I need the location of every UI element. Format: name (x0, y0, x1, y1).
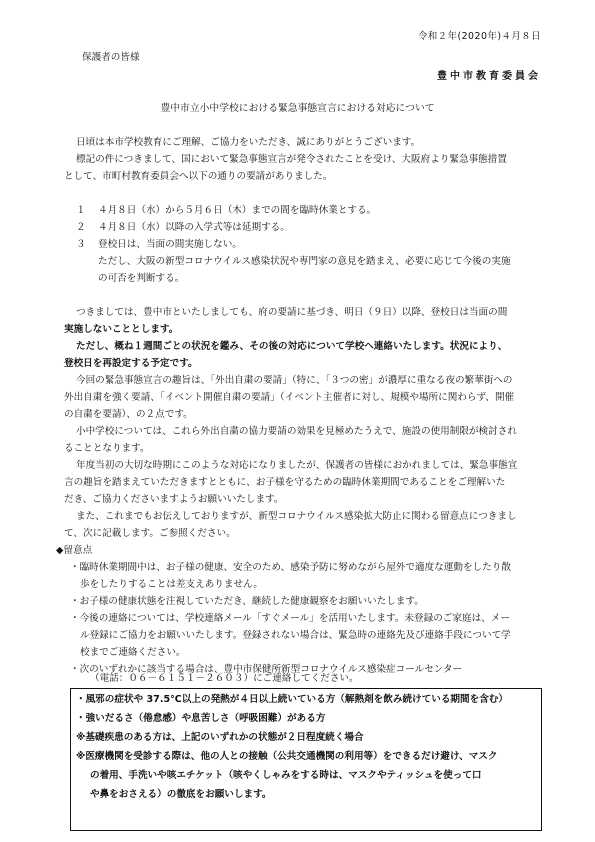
request-text: 登校日は、当面の間実施しない。 (98, 239, 242, 250)
note-line: 歩をしたりすることは差支えありません。 (80, 579, 263, 590)
document-date: 令和２年(2020年)４月８日 (417, 31, 541, 42)
body-line: の自粛を要請）、の２点です。 (64, 409, 193, 420)
decision-line: ただし、概ね１週間ごとの状況を鑑み、その後の対応について学校へ連絡いたします。状況により、 (76, 341, 508, 352)
box-line: ※医療機関を受診する際は、他の人との接触（公共交通機関の利用等）をできるだけ避け、マスク (76, 751, 498, 762)
box-line: ・風邪の症状や 37.5℃以上の発熱が４日以上続いている方（解熱剤を飲み続けている期間を含む） (76, 694, 508, 705)
request-text: ４月８日（水）から５月６日（木）までの間を臨時休業とする。 (98, 205, 377, 216)
recipient: 保護者の皆様 (82, 52, 140, 63)
intro-line: 標記の件につきまして、国において緊急事態宣言が発令されたことを受け、大阪府より緊急事態措置 (76, 154, 507, 165)
box-line: ※基礎疾患のある方は、上記のいずれかの状態が２日程度続く場合 (76, 732, 364, 743)
request-number: ２ (76, 222, 86, 233)
note-line: （電話：０６－６１５１－２６０３）にご連絡してください。 (90, 673, 359, 684)
request-number: １ (76, 205, 86, 216)
request-note-line: の可否を判断する。 (98, 273, 185, 284)
body-line: 言の趣旨を踏まえていただきますとともに、お子様を守るための臨時休業期間であることをご理解いた (64, 477, 506, 488)
decision-line: 実施しないこととします。 (64, 324, 179, 335)
note-line: ・次のいずれかに該当する場合は、豊中市保健所新型コロナウイルス感染症コールセンター (70, 664, 463, 675)
box-line: や鼻をおさえる）の徹底をお願いします。 (90, 789, 272, 800)
body-line: ることとなります。 (64, 443, 150, 454)
note-line: ・今後の連絡については、学校連絡メール「すぐメール」を活用いたします。未登録のご家庭は、メー (70, 613, 510, 624)
body-line: 外出自粛を強く要請、「イベント開催自粛の要請」（イベント主催者に対し、規模や場所に関わらず、開催 (64, 392, 515, 403)
document-title: 豊中市立小中学校における緊急事態宣言における対応について (160, 103, 435, 114)
body-line: また、これまでもお伝えしておりますが、新型コロナウイルス感染拡大防止に関わる留意点につきまし (76, 511, 517, 522)
sender: 豊中市教育委員会 (437, 71, 541, 82)
note-line: ・臨時休業期間中は、お子様の健康、安全のため、感染予防に努めながら屋外で適度な運動をしたり散 (70, 562, 511, 573)
body-line: 小中学校については、これら外出自粛の協力要請の効果を見極めたうえで、施設の使用制限が検討され (76, 426, 517, 437)
request-note-line: ただし、大阪の新型コロナウイルス感染状況や専門家の意見を踏まえ、必要に応じて今後の実施 (98, 256, 511, 267)
request-text: ４月８日（水）以降の入学式等は延期する。 (98, 222, 290, 233)
note-line: ・お子様の健康状態を注視していただき、継続した健康観察をお願いいたします。 (70, 596, 424, 607)
note-line: 校までご連絡ください。 (80, 647, 186, 658)
intro-line: として、市町村教育委員会へ以下の通りの要請がありました。 (64, 171, 333, 182)
intro-line: 日頃は本市学校教育にご理解、ご協力をいただき、誠にありがとうございます。 (76, 137, 421, 148)
body-line: 年度当初の大切な時期にこのような対応になりましたが、保護者の皆様におかれましては、緊急事態宣 (76, 460, 518, 471)
decision-line: つきましては、豊中市といたしましても、府の要請に基づき、明日（９日）以降、登校日は当面の間 (76, 307, 508, 318)
body-line: だき、ご協力くださいますようお願いいたします。 (64, 494, 284, 505)
body-line: 今回の緊急事態宣言の趣旨は、「外出自粛の要請」（特に、「３つの密」が濃厚に重なる夜の繁華街への (76, 375, 513, 386)
note-line: ル登録にご協力をお願いいたします。登録されない場合は、緊急時の連絡先及び連絡手段について学 (80, 630, 511, 641)
body-line: て、次に記載します。ご参照ください。 (64, 528, 236, 539)
decision-line: 登校日を再設定する予定です。 (64, 358, 198, 369)
request-number: ３ (76, 239, 86, 250)
notes-heading: ◆留意点 (56, 545, 93, 556)
box-line: の着用、手洗いや咳エチケット（咳やくしゃみをする時は、マスクやティッシュを使って口 (90, 770, 482, 781)
box-line: ・強いだるさ（倦怠感）や息苦しさ（呼吸困難）がある方 (76, 713, 326, 724)
